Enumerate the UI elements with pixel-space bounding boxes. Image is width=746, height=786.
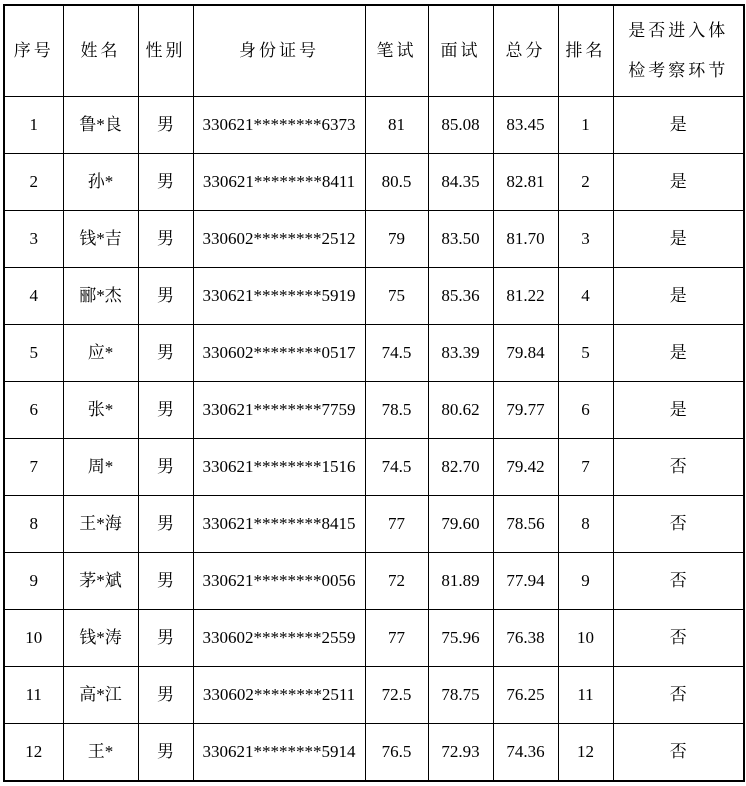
table-cell: 2 <box>4 154 63 211</box>
table-cell: 78.5 <box>365 382 428 439</box>
table-cell: 77.94 <box>493 553 558 610</box>
table-cell: 是 <box>613 97 744 154</box>
table-cell: 79 <box>365 211 428 268</box>
table-row <box>4 325 744 382</box>
table-cell: 83.50 <box>428 211 493 268</box>
table-cell: 茅*斌 <box>63 553 138 610</box>
table-row <box>4 724 744 782</box>
table-cell: 77 <box>365 610 428 667</box>
table-cell: 77 <box>365 496 428 553</box>
table-cell: 6 <box>4 382 63 439</box>
table-row <box>4 97 744 154</box>
table-cell: 82.70 <box>428 439 493 496</box>
table-cell: 男 <box>138 439 193 496</box>
table-cell: 男 <box>138 97 193 154</box>
table-cell: 7 <box>4 439 63 496</box>
table-cell: 郦*杰 <box>63 268 138 325</box>
table-cell: 12 <box>4 724 63 782</box>
table-cell: 72 <box>365 553 428 610</box>
table-cell: 84.35 <box>428 154 493 211</box>
table-body <box>4 97 744 782</box>
table-cell: 330621********7759 <box>193 382 365 439</box>
table-row <box>4 496 744 553</box>
table-cell: 钱*吉 <box>63 211 138 268</box>
table-cell: 72.93 <box>428 724 493 782</box>
table-cell: 72.5 <box>365 667 428 724</box>
table-cell: 79.60 <box>428 496 493 553</box>
table-cell: 76.38 <box>493 610 558 667</box>
table-cell: 男 <box>138 211 193 268</box>
table-cell: 79.84 <box>493 325 558 382</box>
table-cell: 78.56 <box>493 496 558 553</box>
table-cell: 3 <box>558 211 613 268</box>
table-cell: 是 <box>613 382 744 439</box>
table-cell: 男 <box>138 154 193 211</box>
table-cell: 11 <box>4 667 63 724</box>
table-cell: 1 <box>558 97 613 154</box>
table-cell: 2 <box>558 154 613 211</box>
table-cell: 孙* <box>63 154 138 211</box>
table-cell: 张* <box>63 382 138 439</box>
table-cell: 否 <box>613 724 744 782</box>
table-row <box>4 382 744 439</box>
table-cell: 否 <box>613 553 744 610</box>
table-cell: 4 <box>558 268 613 325</box>
table-cell: 男 <box>138 325 193 382</box>
table-cell: 330621********8415 <box>193 496 365 553</box>
table-cell: 330621********8411 <box>193 154 365 211</box>
table-cell: 12 <box>558 724 613 782</box>
table-cell: 82.81 <box>493 154 558 211</box>
table-cell: 81 <box>365 97 428 154</box>
table-row <box>4 439 744 496</box>
table-cell: 74.36 <box>493 724 558 782</box>
col-header-name: 姓名 <box>63 5 138 97</box>
col-header-total-score: 总分 <box>493 5 558 97</box>
table-cell: 76.25 <box>493 667 558 724</box>
table-cell: 74.5 <box>365 439 428 496</box>
col-header-id-number: 身份证号 <box>193 5 365 97</box>
table-cell: 78.75 <box>428 667 493 724</box>
table-cell: 10 <box>558 610 613 667</box>
table-header <box>4 5 744 97</box>
table-cell: 330602********2559 <box>193 610 365 667</box>
table-cell: 74.5 <box>365 325 428 382</box>
table-cell: 男 <box>138 382 193 439</box>
table-cell: 9 <box>558 553 613 610</box>
table-cell: 81.89 <box>428 553 493 610</box>
table-cell: 是 <box>613 268 744 325</box>
table-cell: 83.39 <box>428 325 493 382</box>
table-cell: 9 <box>4 553 63 610</box>
table-cell: 330621********1516 <box>193 439 365 496</box>
table-cell: 330621********5914 <box>193 724 365 782</box>
table-cell: 4 <box>4 268 63 325</box>
table-cell: 是 <box>613 325 744 382</box>
table-cell: 3 <box>4 211 63 268</box>
table-cell: 7 <box>558 439 613 496</box>
table-cell: 76.5 <box>365 724 428 782</box>
table-cell: 是 <box>613 211 744 268</box>
table-cell: 男 <box>138 268 193 325</box>
table-cell: 应* <box>63 325 138 382</box>
table-cell: 男 <box>138 724 193 782</box>
table-cell: 79.42 <box>493 439 558 496</box>
table-cell: 11 <box>558 667 613 724</box>
table-cell: 330621********0056 <box>193 553 365 610</box>
exam-results-table <box>3 4 745 782</box>
table-cell: 79.77 <box>493 382 558 439</box>
table-cell: 83.45 <box>493 97 558 154</box>
table-cell: 330621********6373 <box>193 97 365 154</box>
table-cell: 鲁*良 <box>63 97 138 154</box>
table-cell: 330602********2511 <box>193 667 365 724</box>
table-cell: 330602********2512 <box>193 211 365 268</box>
table-row <box>4 211 744 268</box>
table-cell: 否 <box>613 439 744 496</box>
table-cell: 75 <box>365 268 428 325</box>
table-cell: 330602********0517 <box>193 325 365 382</box>
table-cell: 钱*涛 <box>63 610 138 667</box>
table-cell: 否 <box>613 610 744 667</box>
table-cell: 男 <box>138 667 193 724</box>
table-cell: 否 <box>613 496 744 553</box>
table-cell: 否 <box>613 667 744 724</box>
table-cell: 5 <box>4 325 63 382</box>
table-cell: 男 <box>138 496 193 553</box>
table-cell: 81.70 <box>493 211 558 268</box>
table-cell: 高*江 <box>63 667 138 724</box>
table-cell: 10 <box>4 610 63 667</box>
col-header-medical-check: 是否进入体检考察环节 <box>613 5 744 97</box>
table-cell: 男 <box>138 610 193 667</box>
table-cell: 王* <box>63 724 138 782</box>
col-header-gender: 性别 <box>138 5 193 97</box>
col-header-interview: 面试 <box>428 5 493 97</box>
table-cell: 8 <box>4 496 63 553</box>
col-header-index: 序号 <box>4 5 63 97</box>
table-cell: 周* <box>63 439 138 496</box>
table-cell: 男 <box>138 553 193 610</box>
col-header-rank: 排名 <box>558 5 613 97</box>
header-row <box>4 5 744 97</box>
table-cell: 85.08 <box>428 97 493 154</box>
table-cell: 是 <box>613 154 744 211</box>
table-cell: 5 <box>558 325 613 382</box>
table-row <box>4 154 744 211</box>
table-row <box>4 553 744 610</box>
table-cell: 85.36 <box>428 268 493 325</box>
table-cell: 1 <box>4 97 63 154</box>
table-cell: 8 <box>558 496 613 553</box>
table-cell: 75.96 <box>428 610 493 667</box>
table-cell: 80.62 <box>428 382 493 439</box>
table-row <box>4 667 744 724</box>
table-cell: 王*海 <box>63 496 138 553</box>
col-header-written-test: 笔试 <box>365 5 428 97</box>
table-cell: 6 <box>558 382 613 439</box>
table-cell: 80.5 <box>365 154 428 211</box>
table-row <box>4 268 744 325</box>
table-cell: 81.22 <box>493 268 558 325</box>
table-cell: 330621********5919 <box>193 268 365 325</box>
table-row <box>4 610 744 667</box>
